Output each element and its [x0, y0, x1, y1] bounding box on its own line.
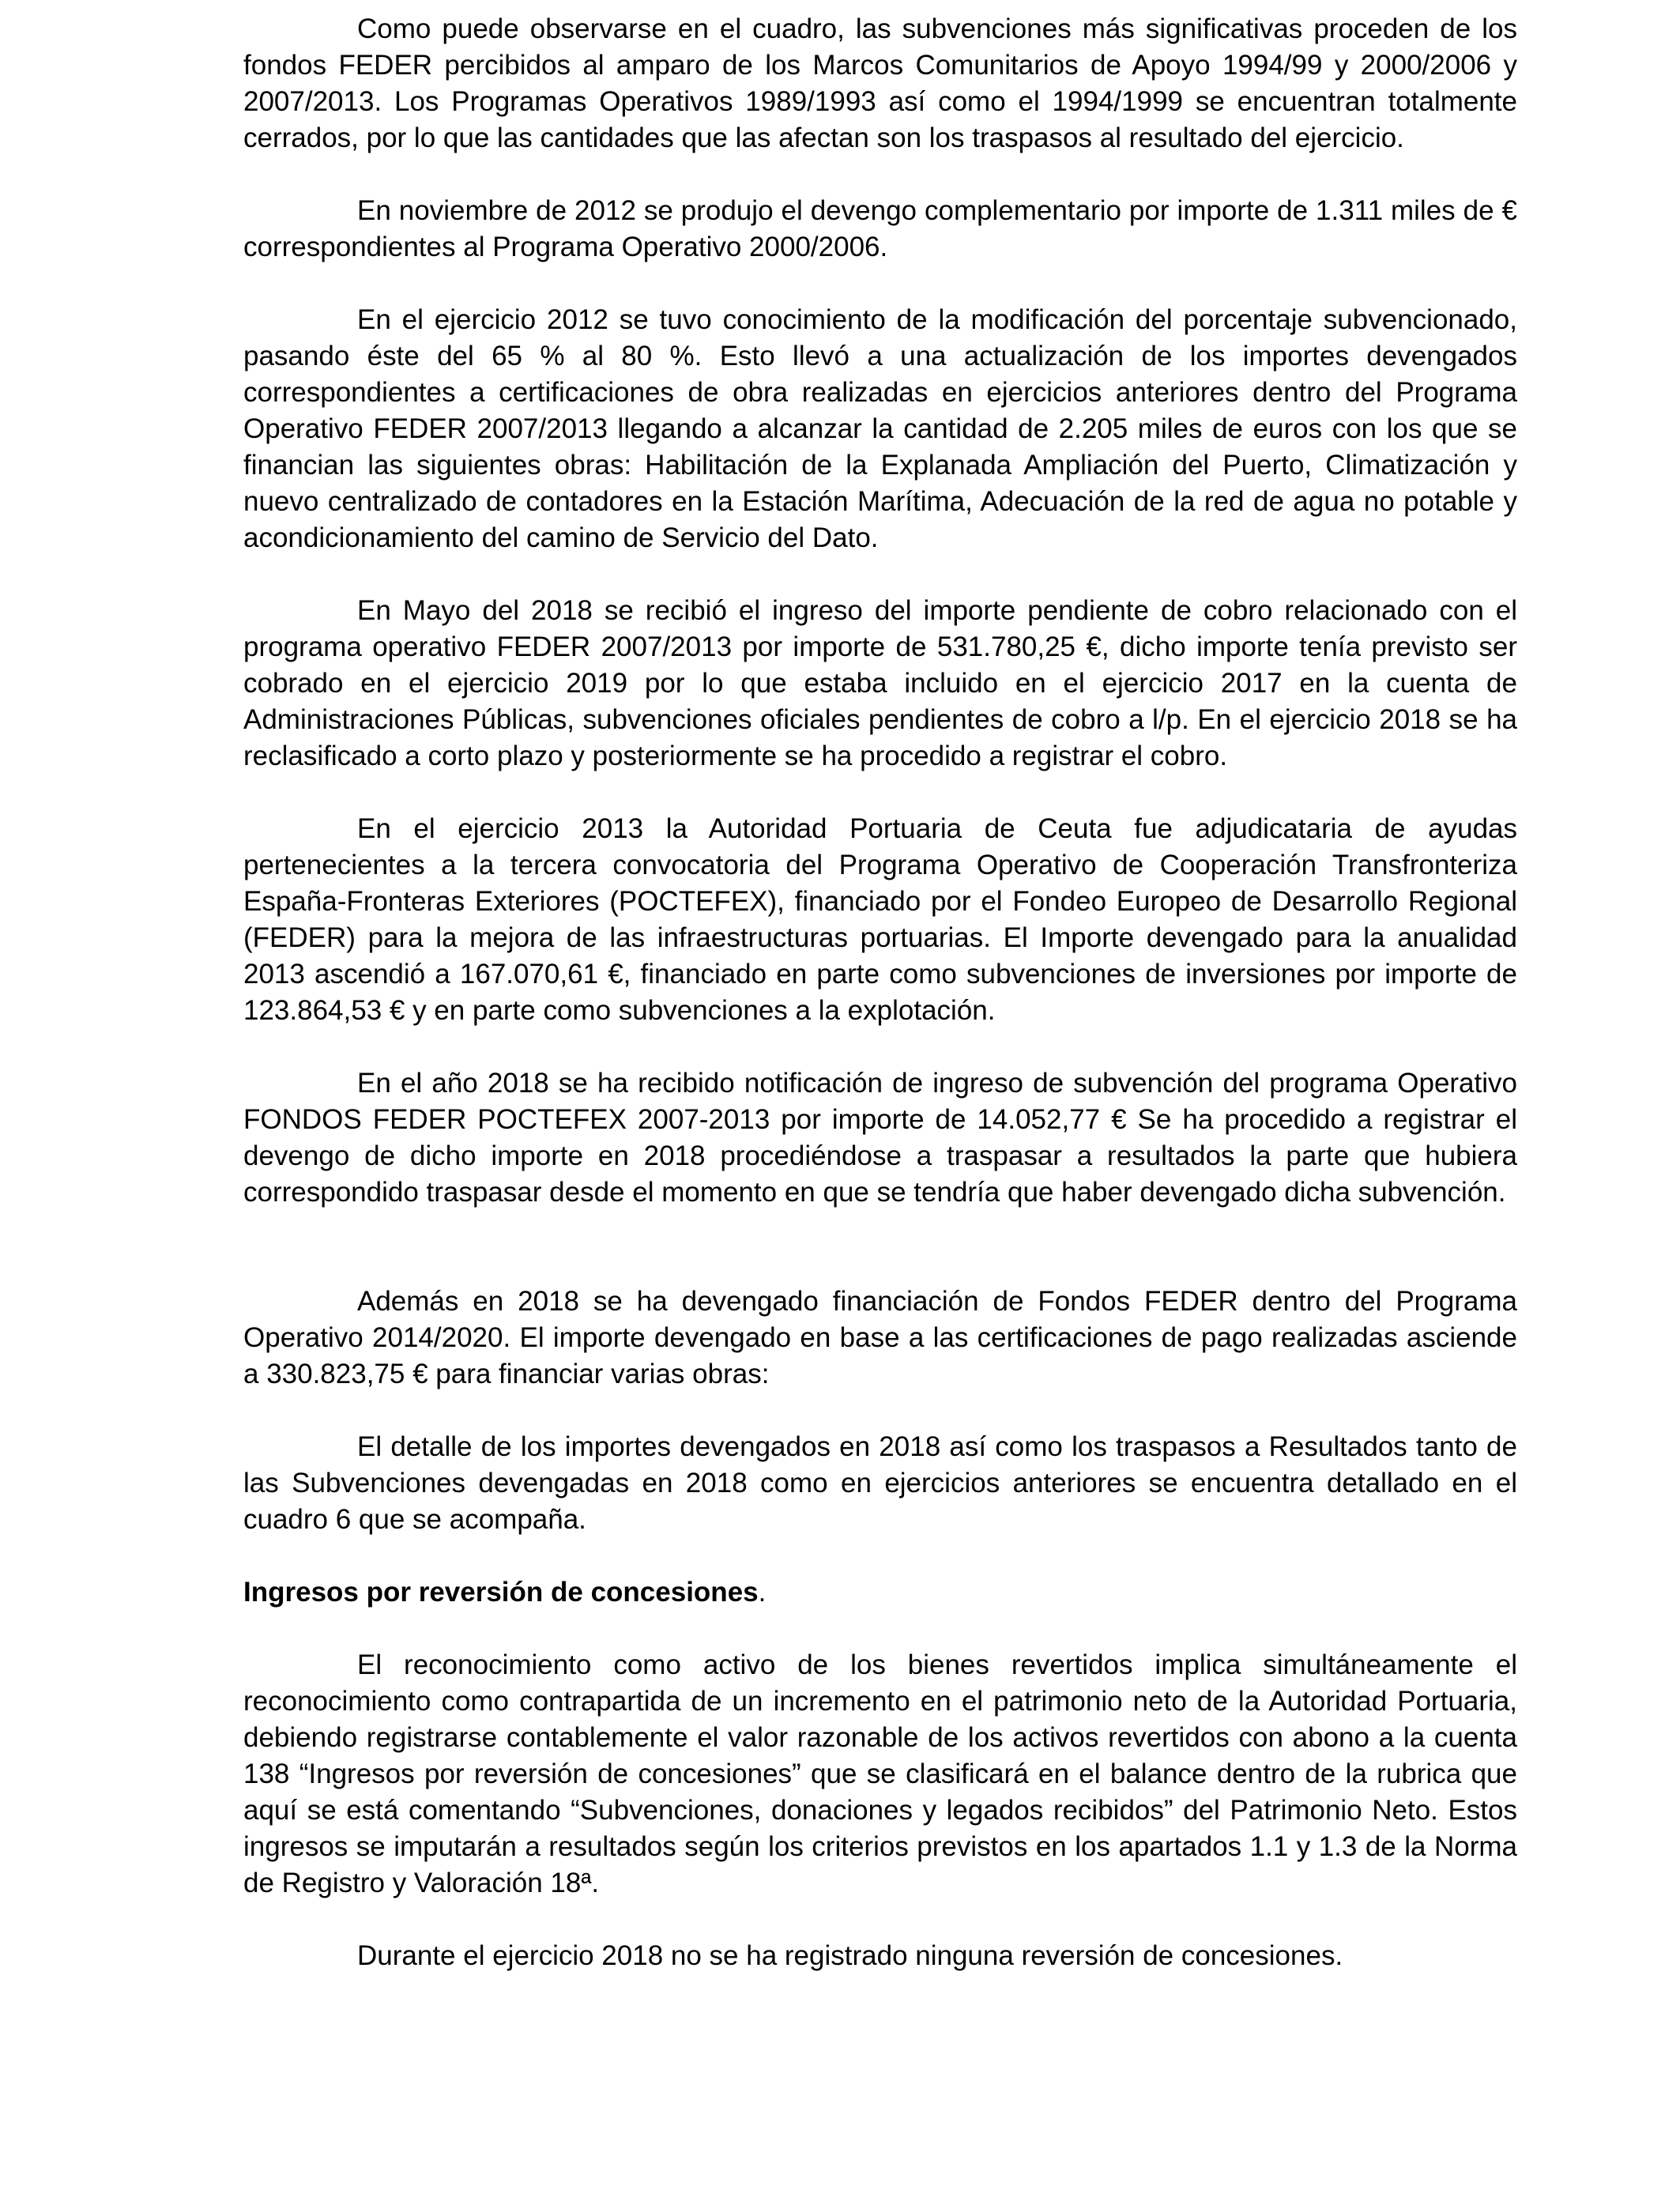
- paragraph-complementary-accrual: En noviembre de 2012 se produjo el devengo complementario por importe de 1.311 miles de € correspondientes al Programa Operativo 2000/2006.: [243, 195, 1517, 262]
- paragraph-no-reversion-2018: Durante el ejercicio 2018 no se ha registrado ninguna reversión de concesiones.: [357, 1940, 1343, 1971]
- paragraph-feder-summary: Como puede observarse en el cuadro, las subvenciones más significativas proceden de los fondos FEDER percibidos al amparo de los Marcos Comunitarios de Apoyo 1994/99 y 2000/2006 y 2007/2013. Los Programas Operativos 1989/1993 así como el 1994/1999 se encuentran totalmente cerrados, por lo que las cantidades que las afectan son los traspasos al resultado del ejercicio.: [243, 13, 1517, 153]
- section-heading-punct: .: [758, 1577, 767, 1608]
- paragraph-feder-2014-2020: Además en 2018 se ha devengado financiación de Fondos FEDER dentro del Programa Operativo 2014/2020. El importe devengado en base a las certificaciones de pago realizadas asciende a 330.823,75 € para financiar varias obras:: [243, 1286, 1517, 1389]
- paragraph-percentage-change: En el ejercicio 2012 se tuvo conocimiento de la modificación del porcentaje subvencionado, pasando éste del 65 % al 80 %. Esto llevó a una actualización de los importes devengados correspondientes a certificaciones de obra realizadas en ejercicios anteriores dentro del Programa Operativo FEDER 2007/2013 llegando a alcanzar la cantidad de 2.205 miles de euros con los que se financian las siguientes obras: Habilitación de la Explanada Ampliación del Puerto, Climatización y nuevo centralizado de contadores en la Estación Marítima, Adecuación de la red de agua no potable y acondicionamiento del camino de Servicio del Dato.: [243, 304, 1517, 553]
- paragraph-reversion-recognition: El reconocimiento como activo de los bienes revertidos implica simultáneamente el reconocimiento como contrapartida de un incremento en el patrimonio neto de la Autoridad Portuaria, debiendo registrarse contablemente el valor razonable de los activos revertidos con abono a la cuenta 138 “Ingresos por reversión de concesiones” que se clasificará en el balance dentro de la rubrica que aquí se está comentando “Subvenciones, donaciones y legados recibidos” del Patrimonio Neto. Estos ingresos se imputarán a resultados según los criterios previstos en los apartados 1.1 y 1.3 de la Norma de Registro y Valoración 18ª.: [243, 1649, 1517, 1898]
- section-heading: [243, 1574, 1517, 1611]
- document-page: [243, 11, 1517, 2011]
- section-heading-text: Ingresos por reversión de concesiones: [243, 1577, 759, 1608]
- paragraph-detail-table-6: El detalle de los importes devengados en 2018 así como los traspasos a Resultados tanto de las Subvenciones devengadas en 2018 como en ejercicios anteriores se encuentra detallado en el cuadro 6 que se acompaña.: [243, 1431, 1517, 1535]
- paragraph-may-2018-income: En Mayo del 2018 se recibió el ingreso del importe pendiente de cobro relacionado con el programa operativo FEDER 2007/2013 por importe de 531.780,25 €, dicho importe tenía previsto ser cobrado en el ejercicio 2019 por lo que estaba incluido en el ejercicio 2017 en la cuenta de Administraciones Públicas, subvenciones oficiales pendientes de cobro a l/p. En el ejercicio 2018 se ha reclasificado a corto plazo y posteriormente se ha procedido a registrar el cobro.: [243, 595, 1517, 771]
- paragraph-poctefex-2013: En el ejercicio 2013 la Autoridad Portuaria de Ceuta fue adjudicataria de ayudas pertenecientes a la tercera convocatoria del Programa Operativo de Cooperación Transfronteriza España-Fronteras Exteriores (POCTEFEX), financiado por el Fondeo Europeo de Desarrollo Regional (FEDER) para la mejora de las infraestructuras portuarias. El Importe devengado para la anualidad 2013 ascendió a 167.070,61 €, financiado en parte como subvenciones de inversiones por importe de 123.864,53 € y en parte como subvenciones a la explotación.: [243, 813, 1517, 1026]
- paragraph-poctefex-2018: En el año 2018 se ha recibido notificación de ingreso de subvención del programa Operativo FONDOS FEDER POCTEFEX 2007-2013 por importe de 14.052,77 € Se ha procedido a registrar el devengo de dicho importe en 2018 procediéndose a traspasar a resultados la parte que hubiera correspondido traspasar desde el momento en que se tendría que haber devengado dicha subvención.: [243, 1068, 1517, 1208]
